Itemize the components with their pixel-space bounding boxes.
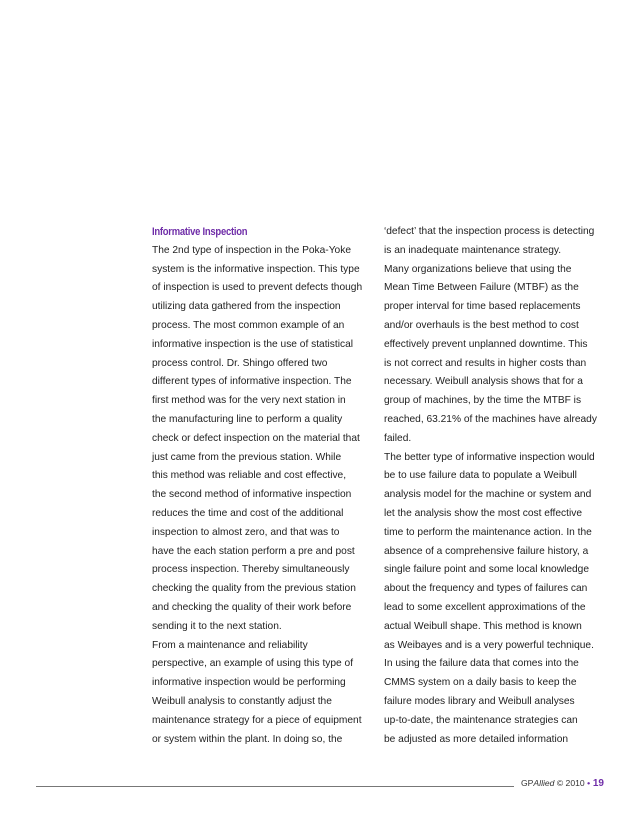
text-line: failure modes library and Weibull analyses bbox=[384, 695, 575, 707]
text-line: informative inspection would be performing bbox=[152, 677, 346, 689]
text-line: process control. Dr. Shingo offered two bbox=[152, 357, 328, 369]
text-line: In using the failure data that comes into the bbox=[384, 658, 579, 670]
text-line: check or defect inspection on the material that bbox=[152, 432, 360, 444]
text-line: sending it to the next station. bbox=[152, 620, 282, 632]
text-line: the manufacturing line to perform a quality bbox=[152, 413, 343, 425]
footer-copyright: © 2010 bbox=[554, 778, 588, 788]
right-paragraph bbox=[384, 223, 609, 261]
text-line: The better type of informative inspection would bbox=[384, 451, 595, 463]
text-line: necessary. Weibull analysis shows that for a bbox=[384, 376, 583, 388]
text-line: just came from the previous station. While bbox=[152, 451, 342, 463]
right-paragraphs bbox=[384, 223, 609, 749]
text-line: Mean Time Between Failure (MTBF) as the bbox=[384, 282, 579, 294]
text-line: time to perform the maintenance action. In the bbox=[384, 526, 592, 538]
text-line: process. The most common example of an bbox=[152, 319, 345, 331]
text-line: group of machines, by the time the MTBF is bbox=[384, 395, 582, 407]
text-line: up-to-date, the maintenance strategies can bbox=[384, 714, 578, 726]
text-line: as Weibayes and is a very powerful technique. bbox=[384, 639, 594, 651]
text-line: maintenance strategy for a piece of equipment bbox=[152, 714, 362, 726]
text-line: ‘defect’ that the inspection process is detecting bbox=[384, 226, 595, 237]
text-line: effectively prevent unplanned downtime. This bbox=[384, 338, 588, 350]
right-column bbox=[384, 223, 609, 749]
text-line: perspective, an example of using this type of bbox=[152, 658, 354, 670]
left-paragraph bbox=[152, 637, 377, 750]
text-line: or system within the plant. In doing so, the bbox=[152, 733, 343, 745]
text-line: informative inspection is the use of statistical bbox=[152, 338, 354, 350]
left-paragraph bbox=[152, 242, 377, 637]
text-line: lead to some excellent approximations of the bbox=[384, 601, 586, 613]
text-line: Weibull analysis to constantly adjust the bbox=[152, 695, 332, 707]
text-line: this method was reliable and cost effective, bbox=[152, 470, 347, 482]
text-line: process inspection. Thereby simultaneously bbox=[152, 564, 350, 576]
text-line: first method was for the very next station in bbox=[152, 395, 346, 407]
text-line: reached, 63.21% of the machines have already bbox=[384, 413, 597, 425]
text-line: and/or overhauls is the best method to cost bbox=[384, 319, 579, 331]
text-line: checking the quality from the previous station bbox=[152, 583, 356, 595]
text-line: be to use failure data to populate a Weibull bbox=[384, 470, 577, 482]
text-line: is not correct and results in higher costs than bbox=[384, 357, 587, 369]
footer-brand-prefix: GP bbox=[521, 778, 534, 788]
text-line: single failure point and some local knowledge bbox=[384, 564, 590, 576]
text-line: absence of a comprehensive failure history, a bbox=[384, 545, 589, 557]
text-line: have the each station perform a pre and post bbox=[152, 545, 355, 557]
text-line: about the frequency and types of failures can bbox=[384, 583, 588, 595]
page-footer bbox=[521, 778, 604, 789]
text-line: failed. bbox=[384, 432, 412, 444]
text-line: From a maintenance and reliability bbox=[152, 639, 308, 651]
text-line: CMMS system on a daily basis to keep the bbox=[384, 677, 577, 689]
text-line: analysis model for the machine or system and bbox=[384, 489, 592, 501]
right-paragraph bbox=[384, 261, 609, 449]
text-line: is an inadequate maintenance strategy. bbox=[384, 244, 562, 256]
text-line: reduces the time and cost of the additional bbox=[152, 507, 344, 519]
right-paragraph bbox=[384, 449, 609, 750]
text-line: be adjusted as more detailed information bbox=[384, 733, 569, 745]
text-line: the second method of informative inspection bbox=[152, 489, 352, 501]
section-heading: Informative Inspection bbox=[152, 226, 248, 238]
text-line: system is the informative inspection. This type bbox=[152, 263, 360, 275]
footer-rule bbox=[36, 786, 514, 787]
text-line: actual Weibull shape. This method is known bbox=[384, 620, 582, 632]
left-paragraphs bbox=[152, 242, 377, 750]
text-line: inspection to almost zero, and that was to bbox=[152, 526, 340, 538]
footer-brand-italic: Allied bbox=[533, 778, 555, 788]
text-line: different types of informative inspection. The bbox=[152, 376, 352, 388]
text-line: of inspection is used to prevent defects though bbox=[152, 282, 363, 294]
text-line: utilizing data gathered from the inspection bbox=[152, 301, 341, 313]
left-column bbox=[152, 223, 377, 749]
page-number: 19 bbox=[590, 778, 604, 789]
text-line: proper interval for time based replacements bbox=[384, 301, 581, 313]
text-line: The 2nd type of inspection in the Poka-Yoke bbox=[152, 244, 351, 256]
text-line: Many organizations believe that using the bbox=[384, 263, 572, 275]
footer-bullet: • bbox=[587, 778, 591, 788]
text-line: let the analysis show the most cost effective bbox=[384, 507, 582, 519]
text-line: and checking the quality of their work before bbox=[152, 601, 352, 613]
